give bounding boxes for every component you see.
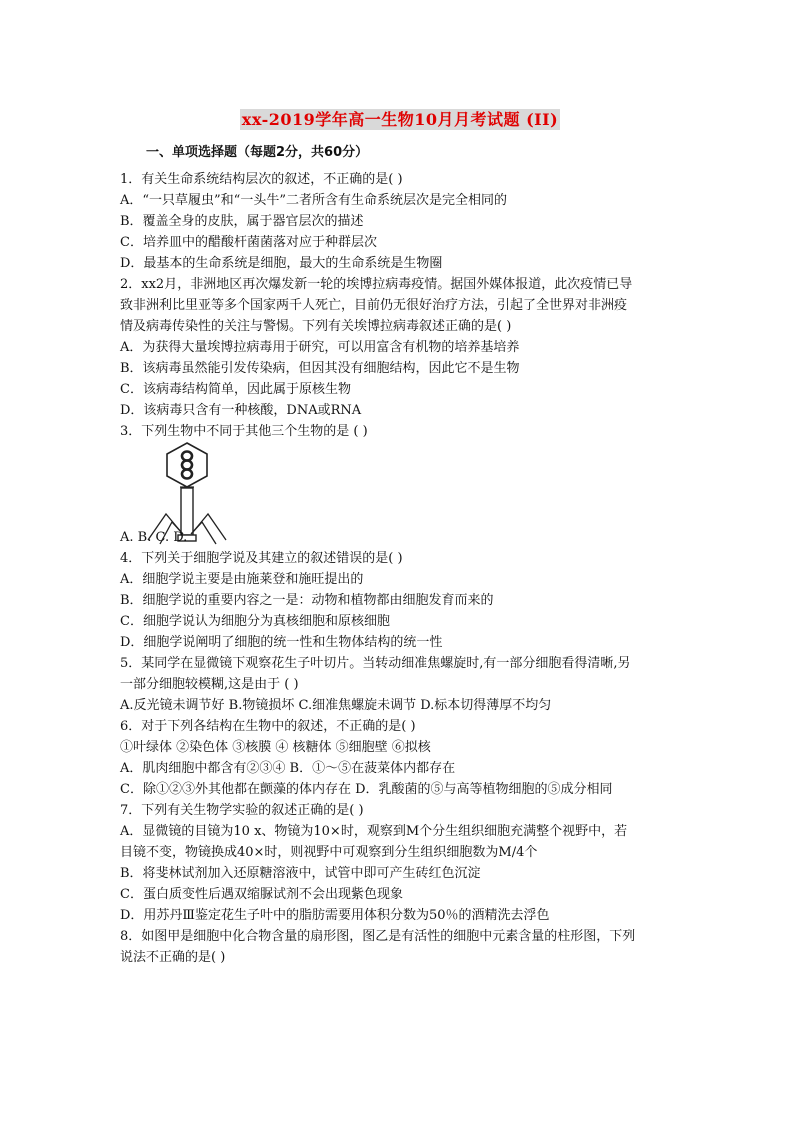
q2-option-d: D．该病毒只含有一种核酸，DNA或RNA <box>120 403 362 418</box>
q6-structures: ①叶绿体 ②染色体 ③核膜 ④ 核糖体 ⑤细胞壁 ⑥拟核 <box>120 740 431 755</box>
q4-option-c: C．细胞学说认为细胞分为真核细胞和原核细胞 <box>120 614 390 629</box>
q2-option-b: B．该病毒虽然能引发传染病，但因其没有细胞结构，因此它不是生物 <box>120 361 520 376</box>
q7-option-a-line2: 目镜不变，物镜换成40×时，则视野中可观察到分生组织细胞数为M/4个 <box>120 845 538 860</box>
q7-option-d: D．用苏丹Ⅲ鉴定花生子叶中的脂肪需要用体积分数为50％的酒精洗去浮色 <box>120 908 550 923</box>
q4-option-d: D．细胞学说阐明了细胞的统一性和生物体结构的统一性 <box>120 635 443 650</box>
q5-options: A.反光镜未调节好 B.物镜损坏 C.细准焦螺旋未调节 D.标本切得薄厚不均匀 <box>120 698 552 713</box>
q8-stem-line2: 说法不正确的是( ) <box>120 950 226 965</box>
q4-option-a: A．细胞学说主要是由施莱登和施旺提出的 <box>120 572 364 587</box>
q1-option-d: D．最基本的生命系统是细胞，最大的生命系统是生物圈 <box>120 256 443 271</box>
q6-options-ab: A．肌肉细胞中都含有②③④ B．①～⑤在菠菜体内都存在 <box>120 761 456 776</box>
q5-stem-line1: 5．某同学在显微镜下观察花生子叶切片。当转动细准焦螺旋时,有一部分细胞看得清晰,另 <box>120 656 631 671</box>
q8-stem-line1: 8．如图甲是细胞中化合物含量的扇形图，图乙是有活性的细胞中元素含量的柱形图，下列 <box>120 929 636 944</box>
q1-option-b: B．覆盖全身的皮肤，属于器官层次的描述 <box>120 214 364 229</box>
q1-option-c: C．培养皿中的醋酸杆菌菌落对应于种群层次 <box>120 235 377 250</box>
q2-stem-line2: 致非洲利比里亚等多个国家两千人死亡，目前仍无很好治疗方法，引起了全世界对非洲疫 <box>120 298 628 313</box>
q2-stem-line3: 情及病毒传染性的关注与警惕。下列有关埃博拉病毒叙述正确的是( ) <box>120 319 512 334</box>
q3-stem: 3．下列生物中不同于其他三个生物的是 ( ) <box>120 424 368 439</box>
q6-options-cd: C．除①②③外其他都在颤藻的体内存在 D．乳酸菌的⑤与高等植物细胞的⑤成分相同 <box>120 782 613 797</box>
q4-option-b: B．细胞学说的重要内容之一是：动物和植物都由细胞发育而来的 <box>120 593 494 608</box>
section-heading: 一、单项选择题（每题2分，共60分） <box>146 145 369 160</box>
q7-stem: 7．下列有关生物学实验的叙述正确的是( ) <box>120 803 364 818</box>
q2-stem-line1: 2．xx2月，非洲地区再次爆发新一轮的埃博拉病毒疫情。据国外媒体报道，此次疫情已导 <box>120 277 633 292</box>
q7-option-c: C．蛋白质变性后遇双缩脲试剂不会出现紫色现象 <box>120 887 403 902</box>
q4-stem: 4．下列关于细胞学说及其建立的叙述错误的是( ) <box>120 551 403 566</box>
q2-option-a: A．为获得大量埃博拉病毒用于研究，可以用富含有机物的培养基培养 <box>120 340 520 355</box>
q1-option-a: A．“一只草履虫”和“一头牛”二者所含有生命系统层次是完全相同的 <box>120 193 507 208</box>
q2-option-c: C．该病毒结构简单，因此属于原核生物 <box>120 382 351 397</box>
q3-options: A. B. C. D. <box>120 530 188 545</box>
q6-stem: 6．对于下列各结构在生物中的叙述，不正确的是( ) <box>120 719 416 734</box>
q7-option-a-line1: A．显微镜的目镜为10 x、物镜为10×时，观察到M个分生组织细胞充满整个视野中，若 <box>120 824 628 839</box>
exam-title <box>0 107 800 130</box>
q7-option-b: B．将斐林试剂加入还原糖溶液中，试管中即可产生砖红色沉淀 <box>120 866 481 881</box>
q1-stem: 1．有关生命系统结构层次的叙述，不正确的是( ) <box>120 172 403 187</box>
title-text: xx-2019学年高一生物10月月考试题 (II) <box>241 110 559 129</box>
q5-stem-line2: 一部分细胞较模糊,这是由于 ( ) <box>120 677 299 692</box>
